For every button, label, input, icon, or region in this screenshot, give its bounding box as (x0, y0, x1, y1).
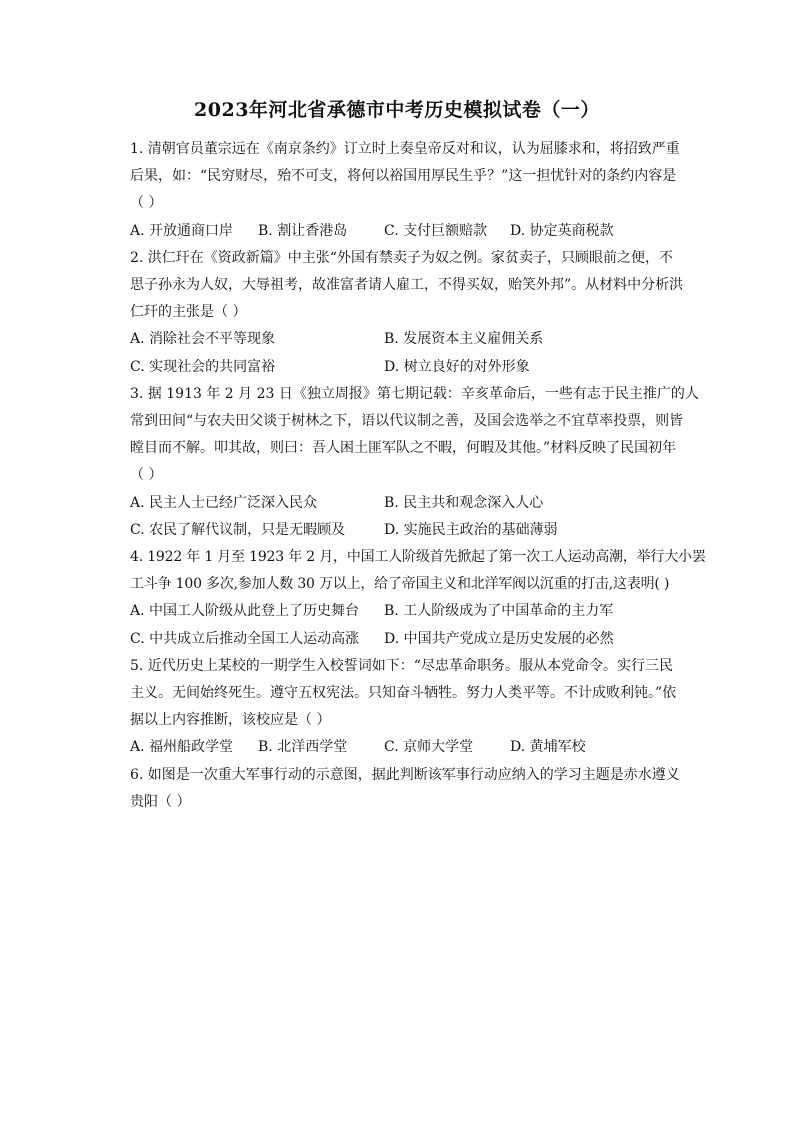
option-b[interactable]: B. 民主共和观念深入人心 (384, 494, 544, 511)
question-text-line: 瞠目而不解。叩其故，则曰：吾人困土匪军队之不暇，何暇及其他。”材料反映了民国初年 (130, 440, 677, 457)
question-text-line: 贵阳（ ） (130, 793, 191, 810)
option-c[interactable]: C. 农民了解代议制，只是无暇顾及 (130, 521, 346, 538)
question-3 (130, 381, 699, 544)
question-1 (130, 136, 696, 245)
question-text-line: 1. 清朝官员董宗远在《南京条约》订立时上奏皇帝反对和议，认为屈膝求和，将招致严重 (130, 141, 680, 157)
option-a[interactable]: A. 消除社会不平等现象 (130, 331, 276, 348)
option-a[interactable]: A. 福州船政学堂 (130, 739, 234, 756)
question-list (130, 136, 706, 816)
answer-options-row (130, 354, 696, 381)
option-b[interactable]: B. 发展资本主义雇佣关系 (384, 331, 544, 348)
option-c[interactable]: C. 实现社会的共同富裕 (130, 358, 276, 375)
question-text-line: 主义。无间始终死生。遵守五权宪法。只知奋斗牺牲。努力人类平等。不计成败利钝。”依 (130, 685, 677, 702)
answer-options (130, 734, 696, 761)
question-text-line: 4. 1922 年 1 月至 1923 年 2 月，中国工人阶级首先掀起了第一次工人运动高潮，举行大小罢 (130, 549, 706, 566)
answer-options-row (130, 490, 696, 517)
question-text-line: （ ） (130, 467, 163, 484)
question-text-line: （ ） (130, 195, 163, 212)
option-a[interactable]: A. 中国工人阶级从此登上了历史舞台 (130, 603, 360, 620)
question-text-line: 6. 如图是一次重大军事行动的示意图，据此判断该军事行动应纳入的学习主题是赤水遵义 (130, 766, 680, 783)
question-5 (130, 653, 696, 762)
answer-options-row (130, 626, 696, 653)
question-text-line: 5. 近代历史上某校的一期学生入校誓词如下：“尽忠革命职务。服从本党命令。实行三民 (130, 657, 673, 674)
option-d[interactable]: D. 树立良好的对外形象 (384, 358, 530, 375)
option-d[interactable]: D. 实施民主政治的基础薄弱 (384, 521, 558, 538)
option-c[interactable]: C. 支付巨额赔款 (384, 222, 488, 239)
page-title: 2023年河北省承德市中考历史模拟试卷（一） (194, 99, 600, 121)
option-c[interactable]: C. 京师大学堂 (384, 739, 474, 756)
question-text-line: 思子孙永为人奴，大辱祖考，故准富者请人雇工，不得买奴，贻笑外邦”。从材料中分析洪 (130, 277, 684, 294)
option-b[interactable]: B. 割让香港岛 (258, 222, 348, 239)
question-text-line: 据以上内容推断，该校应是（ ） (130, 712, 331, 729)
question-text-line: 常到田间“与农夫田父谈于树林之下，语以代议制之善，及国会选举之不宜草率投票，则皆 (130, 413, 684, 430)
option-c[interactable]: C. 中共成立后推动全国工人运动高涨 (130, 630, 360, 647)
question-text-line: 工斗争 100 多次,参加人数 30 万以上，给了帝国主义和北洋军阀以沉重的打击,这表明( ) (130, 576, 670, 593)
answer-options-row (130, 598, 696, 625)
option-a[interactable]: A. 开放通商口岸 (130, 222, 234, 239)
answer-options (130, 218, 696, 245)
question-text-line: 3. 据 1913 年 2 月 23 日《独立周报》第七期记载：辛亥革命后，一些有志于民主推广的人 (130, 385, 699, 402)
question-text-line: 仁玕的主张是（ ） (130, 304, 247, 321)
option-b[interactable]: B. 工人阶级成为了中国革命的主力军 (384, 603, 614, 620)
option-d[interactable]: D. 黄埔军校 (510, 739, 586, 756)
option-b[interactable]: B. 北洋西学堂 (258, 739, 348, 756)
option-d[interactable]: D. 协定英商税款 (510, 222, 614, 239)
question-text-line: 2. 洪仁玕在《资政新篇》中主张“外国有禁卖子为奴之例。家贫卖子，只顾眼前之便，不 (130, 249, 673, 266)
option-a[interactable]: A. 民主人士已经广泛深入民众 (130, 494, 318, 511)
answer-options-row (130, 326, 696, 353)
question-6 (130, 762, 696, 816)
answer-options-row (130, 517, 696, 544)
option-d[interactable]: D. 中国共产党成立是历史发展的必然 (384, 630, 614, 647)
question-4 (130, 544, 706, 653)
question-text-line: 后果，如：“民穷财尽，殆不可支，将何以裕国用厚民生乎？”这一担忧针对的条约内容是 (130, 168, 677, 185)
question-2 (130, 245, 696, 381)
